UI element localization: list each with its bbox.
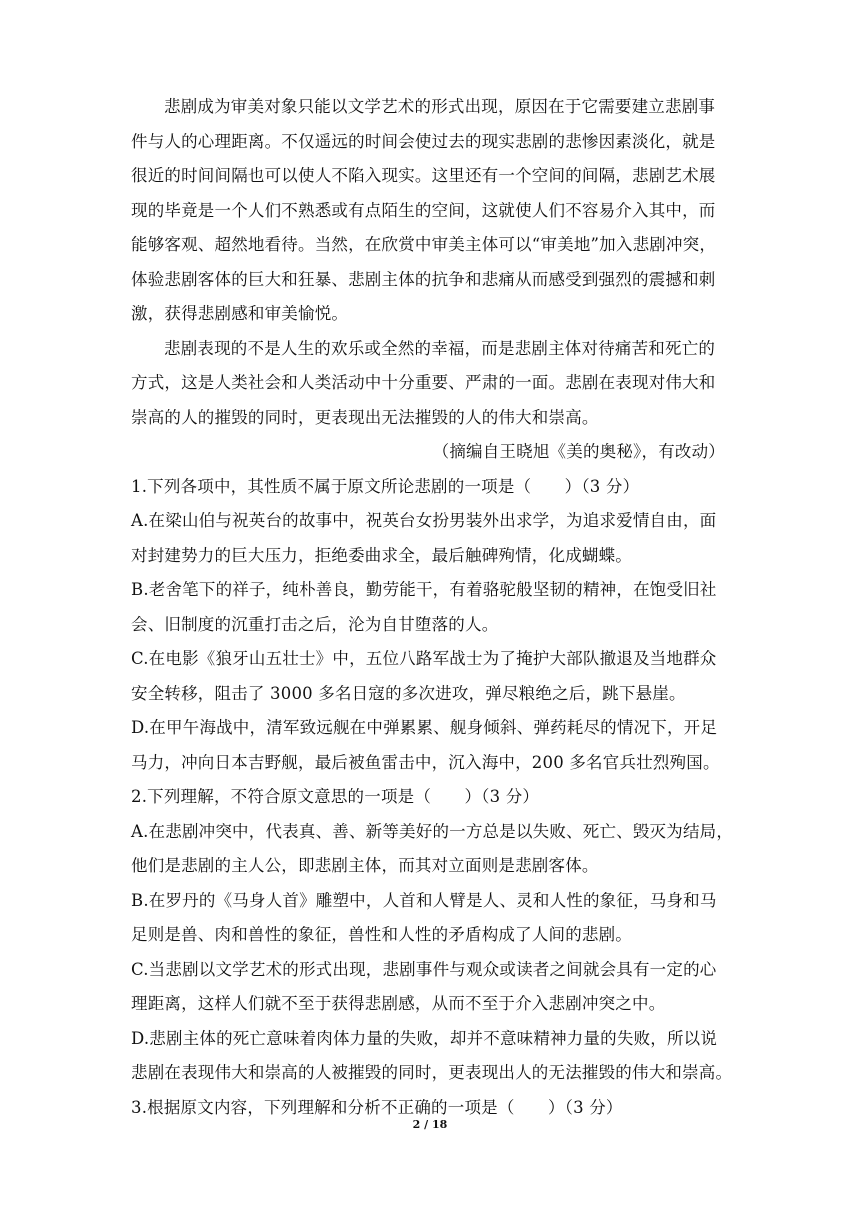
option-d [131,1022,747,1091]
question-stem: 2.下列理解，不符合原文意思的一项是（ ）（3 分） [131,787,540,806]
text-line: 很近的时间间隔也可以使人不陷入现实。这里还有一个空间的间隔，悲剧艺术展 [131,166,716,185]
source-citation: （摘编自王晓旭《美的奥秘》，有改动） [432,442,725,461]
option-b [131,884,747,953]
option-line: C.在电影《狼牙山五壮士》中，五位八路军战士为了掩护大部队撤退及当地群众 [131,649,717,668]
text-line: 崇高的人的摧毁的同时，更表现出无法摧毁的人的伟大和崇高。 [131,407,599,427]
question-stem: 1.下列各项中，其性质不属于原文所论悲剧的一项是（ ）（3 分） [131,476,640,496]
page-content [131,90,747,1125]
page-number: 2 / 18 [412,1118,448,1131]
option-line: 马力，冲向日本吉野舰，最后被鱼雷击中，沉入海中，200 多名官兵壮烈殉国。 [131,752,720,772]
question-2 [131,780,747,1091]
text-line: 悲剧成为审美对象只能以文学艺术的形式出现，原因在于它需要建立悲剧事 [164,97,716,116]
text-line: 体验悲剧客体的巨大和狂暴、悲剧主体的抗争和悲痛从而感受到强烈的震撼和刺 [131,269,716,289]
option-line: 足则是兽、肉和兽性的象征，兽性和人性的矛盾构成了人间的悲剧。 [131,925,632,944]
question-1 [131,470,747,781]
text-line: 能够客观、超然地看待。当然，在欣赏中审美主体可以“审美地”加入悲剧冲突， [131,235,717,254]
option-line: D.悲剧主体的死亡意味着肉体力量的失败，却并不意味精神力量的失败，所以说 [131,1028,718,1048]
option-line: 会、旧制度的沉重打击之后，沦为自甘堕落的人。 [131,614,499,634]
option-b [131,573,747,642]
paragraph-2 [131,332,747,436]
text-line: 悲剧表现的不是人生的欢乐或全然的幸福，而是悲剧主体对待痛苦和死亡的 [164,338,716,358]
option-c [131,953,747,1022]
text-line: 现的毕竟是一个人们不熟悉或有点陌生的空间，这就使人们不容易介入其中，而 [131,200,716,220]
option-line: 他们是悲剧的主人公，即悲剧主体，而其对立面则是悲剧客体。 [131,856,599,875]
option-line: A.在悲剧冲突中，代表真、善、新等美好的一方总是以失败、死亡、毁灭为结局， [131,821,734,841]
option-line: B.在罗丹的《马身人首》雕塑中，人首和人臂是人、灵和人性的象征，马身和马 [131,890,717,910]
option-d [131,711,747,780]
option-line: 悲剧在表现伟大和崇高的人被摧毁的同时，更表现出人的无法摧毁的伟大和崇高。 [131,1063,733,1082]
option-line: 理距离，这样人们就不至于获得悲剧感，从而不至于介入悲剧冲突之中。 [131,994,666,1013]
text-line: 件与人的心理距离。不仅遥远的时间会使过去的现实悲剧的悲惨因素淡化，就是 [131,131,716,151]
option-line: 对封建势力的巨大压力，拒绝委曲求全，最后触碑殉情，化成蝴蝶。 [131,545,632,565]
option-line: D.在甲午海战中，清军致远舰在中弹累累、舰身倾斜、弹药耗尽的情况下，开足 [131,718,718,737]
option-c [131,642,747,711]
option-line: C.当悲剧以文学艺术的形式出现，悲剧事件与观众或读者之间就会具有一定的心 [131,959,717,979]
option-line: B.老舍笔下的祥子，纯朴善良，勤劳能干，有着骆驼般坚韧的精神，在饱受旧社 [131,580,717,599]
option-line: 安全转移，阻击了 3000 多名日寇的多次进攻，弹尽粮绝之后，跳下悬崖。 [131,683,686,703]
option-a [131,815,747,884]
option-line: A.在梁山伯与祝英台的故事中，祝英台女扮男装外出求学，为追求爱情自由，面 [131,511,717,530]
text-line: 方式，这是人类社会和人类活动中十分重要、严肃的一面。悲剧在表现对伟大和 [131,373,716,392]
question-stem: 3.根据原文内容，下列理解和分析不正确的一项是（ ）（3 分） [131,1097,623,1117]
paragraph-1 [131,90,747,332]
text-line: 激，获得悲剧感和审美愉悦。 [131,304,349,323]
option-a [131,504,747,573]
